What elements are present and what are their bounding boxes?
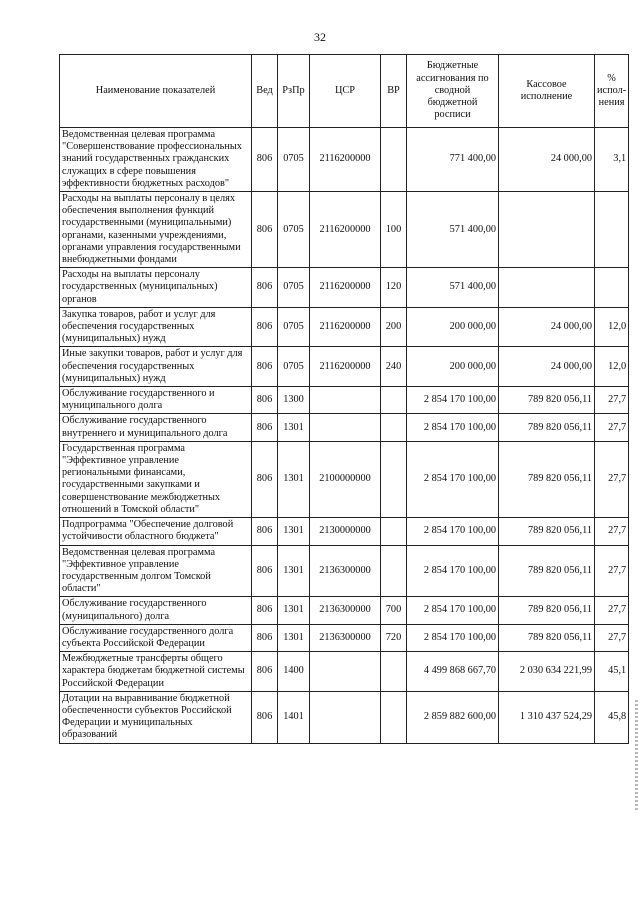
cell-assignments: 2 854 170 100,00 (407, 597, 499, 624)
cell-ved: 806 (252, 268, 278, 308)
cell-vr (381, 387, 407, 414)
cell-ved: 806 (252, 441, 278, 517)
cell-name: Обслуживание государственного (муниципального) долга (60, 597, 252, 624)
cell-rzpr: 1301 (278, 518, 310, 545)
cell-assignments: 2 854 170 100,00 (407, 414, 499, 441)
table-row (60, 128, 629, 192)
cell-percent: 27,7 (595, 597, 629, 624)
table-row (60, 192, 629, 268)
cell-rzpr: 0705 (278, 192, 310, 268)
budget-table (59, 54, 629, 744)
cell-csr (310, 414, 381, 441)
header-ved: Вед (252, 55, 278, 128)
cell-cash: 1 310 437 524,29 (499, 691, 595, 743)
cell-ved: 806 (252, 518, 278, 545)
cell-csr (310, 387, 381, 414)
cell-csr: 2100000000 (310, 441, 381, 517)
cell-ved: 806 (252, 545, 278, 597)
cell-ved: 806 (252, 597, 278, 624)
cell-name: Обслуживание государственного и муниципального долга (60, 387, 252, 414)
cell-ved: 806 (252, 691, 278, 743)
cell-rzpr: 1301 (278, 597, 310, 624)
table-row (60, 307, 629, 347)
cell-cash: 24 000,00 (499, 347, 595, 387)
header-vr: ВР (381, 55, 407, 128)
cell-cash: 789 820 056,11 (499, 441, 595, 517)
cell-vr (381, 652, 407, 692)
cell-cash: 24 000,00 (499, 128, 595, 192)
cell-rzpr: 1301 (278, 441, 310, 517)
cell-assignments: 2 854 170 100,00 (407, 441, 499, 517)
cell-cash: 2 030 634 221,99 (499, 652, 595, 692)
cell-percent: 27,7 (595, 624, 629, 651)
cell-vr (381, 691, 407, 743)
cell-assignments: 2 854 170 100,00 (407, 545, 499, 597)
header-name: Наименование показателей (60, 55, 252, 128)
cell-percent: 27,7 (595, 545, 629, 597)
cell-ved: 806 (252, 307, 278, 347)
cell-csr: 2116200000 (310, 307, 381, 347)
cell-ved: 806 (252, 652, 278, 692)
cell-cash: 24 000,00 (499, 307, 595, 347)
table-body (60, 128, 629, 744)
table-row (60, 268, 629, 308)
cell-name: Дотации на выравнивание бюджетной обеспеченности субъектов Российской Федерации и муниципальных образований (60, 691, 252, 743)
cell-cash: 789 820 056,11 (499, 597, 595, 624)
cell-percent (595, 192, 629, 268)
cell-assignments: 571 400,00 (407, 268, 499, 308)
cell-rzpr: 1400 (278, 652, 310, 692)
table-row (60, 545, 629, 597)
cell-assignments: 2 854 170 100,00 (407, 387, 499, 414)
cell-percent: 45,8 (595, 691, 629, 743)
cell-name: Государственная программа "Эффективное управление региональными финансами, государственными закупками и совершенствование межбюджетных отношений в Томской области" (60, 441, 252, 517)
cell-name: Ведомственная целевая программа "Эффективное управление государственным долгом Томской области" (60, 545, 252, 597)
cell-percent: 12,0 (595, 307, 629, 347)
table-row (60, 414, 629, 441)
table-row (60, 347, 629, 387)
cell-rzpr: 0705 (278, 307, 310, 347)
cell-cash (499, 268, 595, 308)
header-assignments: Бюджетные ассигнования по сводной бюджетной росписи (407, 55, 499, 128)
cell-rzpr: 1300 (278, 387, 310, 414)
cell-cash: 789 820 056,11 (499, 518, 595, 545)
cell-name: Закупка товаров, работ и услуг для обеспечения государственных (муниципальных) нужд (60, 307, 252, 347)
cell-percent: 27,7 (595, 441, 629, 517)
cell-csr: 2116200000 (310, 128, 381, 192)
header-row (60, 55, 629, 128)
table-row (60, 441, 629, 517)
cell-assignments: 2 859 882 600,00 (407, 691, 499, 743)
cell-percent: 12,0 (595, 347, 629, 387)
cell-assignments: 4 499 868 667,70 (407, 652, 499, 692)
cell-rzpr: 0705 (278, 347, 310, 387)
cell-rzpr: 0705 (278, 268, 310, 308)
cell-ved: 806 (252, 624, 278, 651)
cell-vr (381, 545, 407, 597)
cell-ved: 806 (252, 347, 278, 387)
cell-vr (381, 518, 407, 545)
cell-ved: 806 (252, 387, 278, 414)
cell-vr: 100 (381, 192, 407, 268)
table-row (60, 624, 629, 651)
cell-assignments: 200 000,00 (407, 347, 499, 387)
cell-name: Подпрограмма "Обеспечение долговой устойчивости областного бюджета" (60, 518, 252, 545)
cell-ved: 806 (252, 414, 278, 441)
cell-vr (381, 441, 407, 517)
cell-cash: 789 820 056,11 (499, 624, 595, 651)
cell-name: Обслуживание государственного долга субъекта Российской Федерации (60, 624, 252, 651)
cell-name: Обслуживание государственного внутреннего и муниципального долга (60, 414, 252, 441)
cell-assignments: 571 400,00 (407, 192, 499, 268)
cell-assignments: 200 000,00 (407, 307, 499, 347)
cell-ved: 806 (252, 192, 278, 268)
cell-assignments: 2 854 170 100,00 (407, 624, 499, 651)
cell-rzpr: 1301 (278, 545, 310, 597)
cell-vr: 240 (381, 347, 407, 387)
cell-name: Ведомственная целевая программа "Совершенствование профессиональных знаний государственных гражданских служащих в сфере повышения эффективности бюджетных расходов" (60, 128, 252, 192)
cell-rzpr: 0705 (278, 128, 310, 192)
cell-percent: 27,7 (595, 387, 629, 414)
scan-edge-mark (635, 700, 638, 810)
header-cash: Кассовое исполнение (499, 55, 595, 128)
cell-csr: 2130000000 (310, 518, 381, 545)
cell-percent (595, 268, 629, 308)
header-rzpr: РзПр (278, 55, 310, 128)
cell-name: Межбюджетные трансферты общего характера бюджетам бюджетной системы Российской Федерации (60, 652, 252, 692)
table-row (60, 387, 629, 414)
cell-vr: 720 (381, 624, 407, 651)
header-percent: % испол-нения (595, 55, 629, 128)
cell-cash: 789 820 056,11 (499, 414, 595, 441)
cell-percent: 27,7 (595, 414, 629, 441)
cell-percent: 3,1 (595, 128, 629, 192)
cell-rzpr: 1301 (278, 414, 310, 441)
cell-name: Расходы на выплаты персоналу в целях обеспечения выполнения функций государственными (муниципальными) органами, казенными учреждениями, органами управления государственными внебюджетными фондами (60, 192, 252, 268)
cell-vr: 120 (381, 268, 407, 308)
table-row (60, 597, 629, 624)
table-row (60, 652, 629, 692)
table-row (60, 518, 629, 545)
cell-csr: 2116200000 (310, 192, 381, 268)
cell-cash (499, 192, 595, 268)
cell-csr (310, 652, 381, 692)
cell-csr: 2136300000 (310, 624, 381, 651)
cell-cash: 789 820 056,11 (499, 545, 595, 597)
cell-csr: 2116200000 (310, 347, 381, 387)
header-csr: ЦСР (310, 55, 381, 128)
cell-cash: 789 820 056,11 (499, 387, 595, 414)
table-row (60, 691, 629, 743)
cell-rzpr: 1401 (278, 691, 310, 743)
cell-rzpr: 1301 (278, 624, 310, 651)
cell-name: Иные закупки товаров, работ и услуг для обеспечения государственных (муниципальных) нужд (60, 347, 252, 387)
cell-csr: 2136300000 (310, 545, 381, 597)
cell-vr: 700 (381, 597, 407, 624)
cell-csr: 2116200000 (310, 268, 381, 308)
cell-ved: 806 (252, 128, 278, 192)
cell-csr (310, 691, 381, 743)
cell-name: Расходы на выплаты персоналу государственных (муниципальных) органов (60, 268, 252, 308)
cell-percent: 27,7 (595, 518, 629, 545)
cell-vr (381, 128, 407, 192)
cell-assignments: 2 854 170 100,00 (407, 518, 499, 545)
cell-vr: 200 (381, 307, 407, 347)
page-number: 32 (314, 30, 326, 44)
cell-vr (381, 414, 407, 441)
cell-percent: 45,1 (595, 652, 629, 692)
cell-csr: 2136300000 (310, 597, 381, 624)
cell-assignments: 771 400,00 (407, 128, 499, 192)
